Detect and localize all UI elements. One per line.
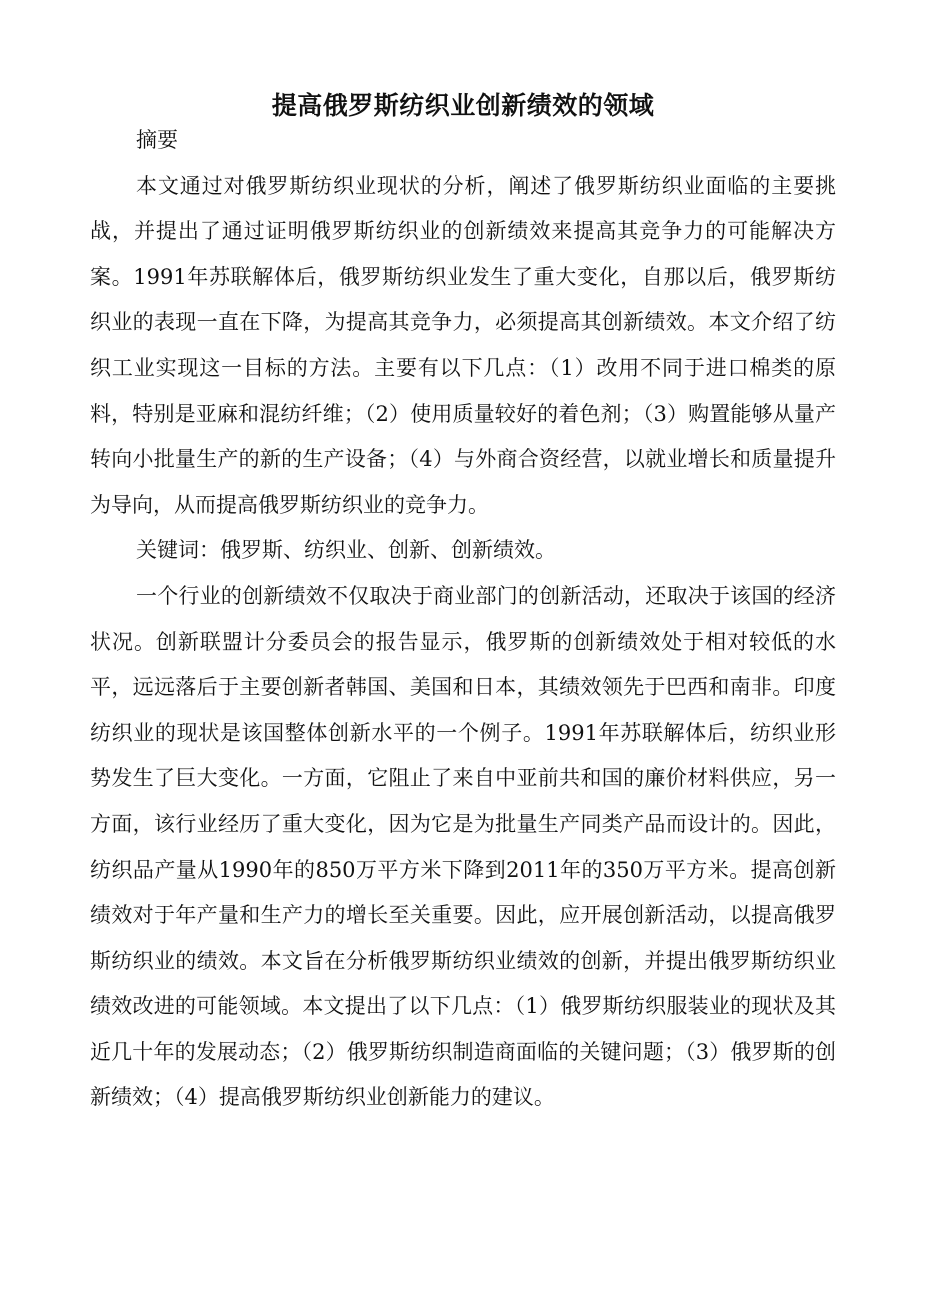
intro-paragraph: 一个行业的创新绩效不仅取决于商业部门的创新活动，还取决于该国的经济状况。创新联盟计分委员会的报告显示，俄罗斯的创新绩效处于相对较低的水平，远远落后于主要创新者韩国、美国和日本，其绩效领先于巴西和南非。印度纺织业的现状是该国整体创新水平的一个例子。1991年苏联解体后，纺织业形势发生了巨大变化。一方面，它阻止了来自中亚前共和国的廉价材料供应，另一方面，该行业经历了重大变化，因为它是为批量生产同类产品而设计的。因此，纺织品产量从1990年的850万平方米下降到2011年的350万平方米。提高创新绩效对于年产量和生产力的增长至关重要。因此，应开展创新活动，以提高俄罗斯纺织业的绩效。本文旨在分析俄罗斯纺织业绩效的创新，并提出俄罗斯纺织业绩效改进的可能领域。本文提出了以下几点：（1）俄罗斯纺织服装业的现状及其近几十年的发展动态；（2）俄罗斯纺织制造商面临的关键问题；（3）俄罗斯的创新绩效；（4）提高俄罗斯纺织业创新能力的建议。: [90, 583, 836, 1110]
keywords-line: 关键词：俄罗斯、纺织业、创新、创新绩效。: [136, 538, 556, 563]
abstract-paragraph: 本文通过对俄罗斯纺织业现状的分析，阐述了俄罗斯纺织业面临的主要挑战，并提出了通过证明俄罗斯纺织业的创新绩效来提高其竞争力的可能解决方案。1991年苏联解体后，俄罗斯纺织业发生了重大变化，自那以后，俄罗斯纺织业的表现一直在下降，为提高其竞争力，必须提高其创新绩效。本文介绍了纺织工业实现这一目标的方法。主要有以下几点：（1）改用不同于进口棉类的原料，特别是亚麻和混纺纤维；（2）使用质量较好的着色剂；（3）购置能够从量产转向小批量生产的新的生产设备；（4）与外商合资经营，以就业增长和质量提升为导向，从而提高俄罗斯纺织业的竞争力。: [90, 173, 836, 517]
abstract-heading: 摘要: [136, 128, 178, 152]
document-title: 提高俄罗斯纺织业创新绩效的领域: [271, 91, 655, 120]
document-body: [90, 118, 836, 1121]
